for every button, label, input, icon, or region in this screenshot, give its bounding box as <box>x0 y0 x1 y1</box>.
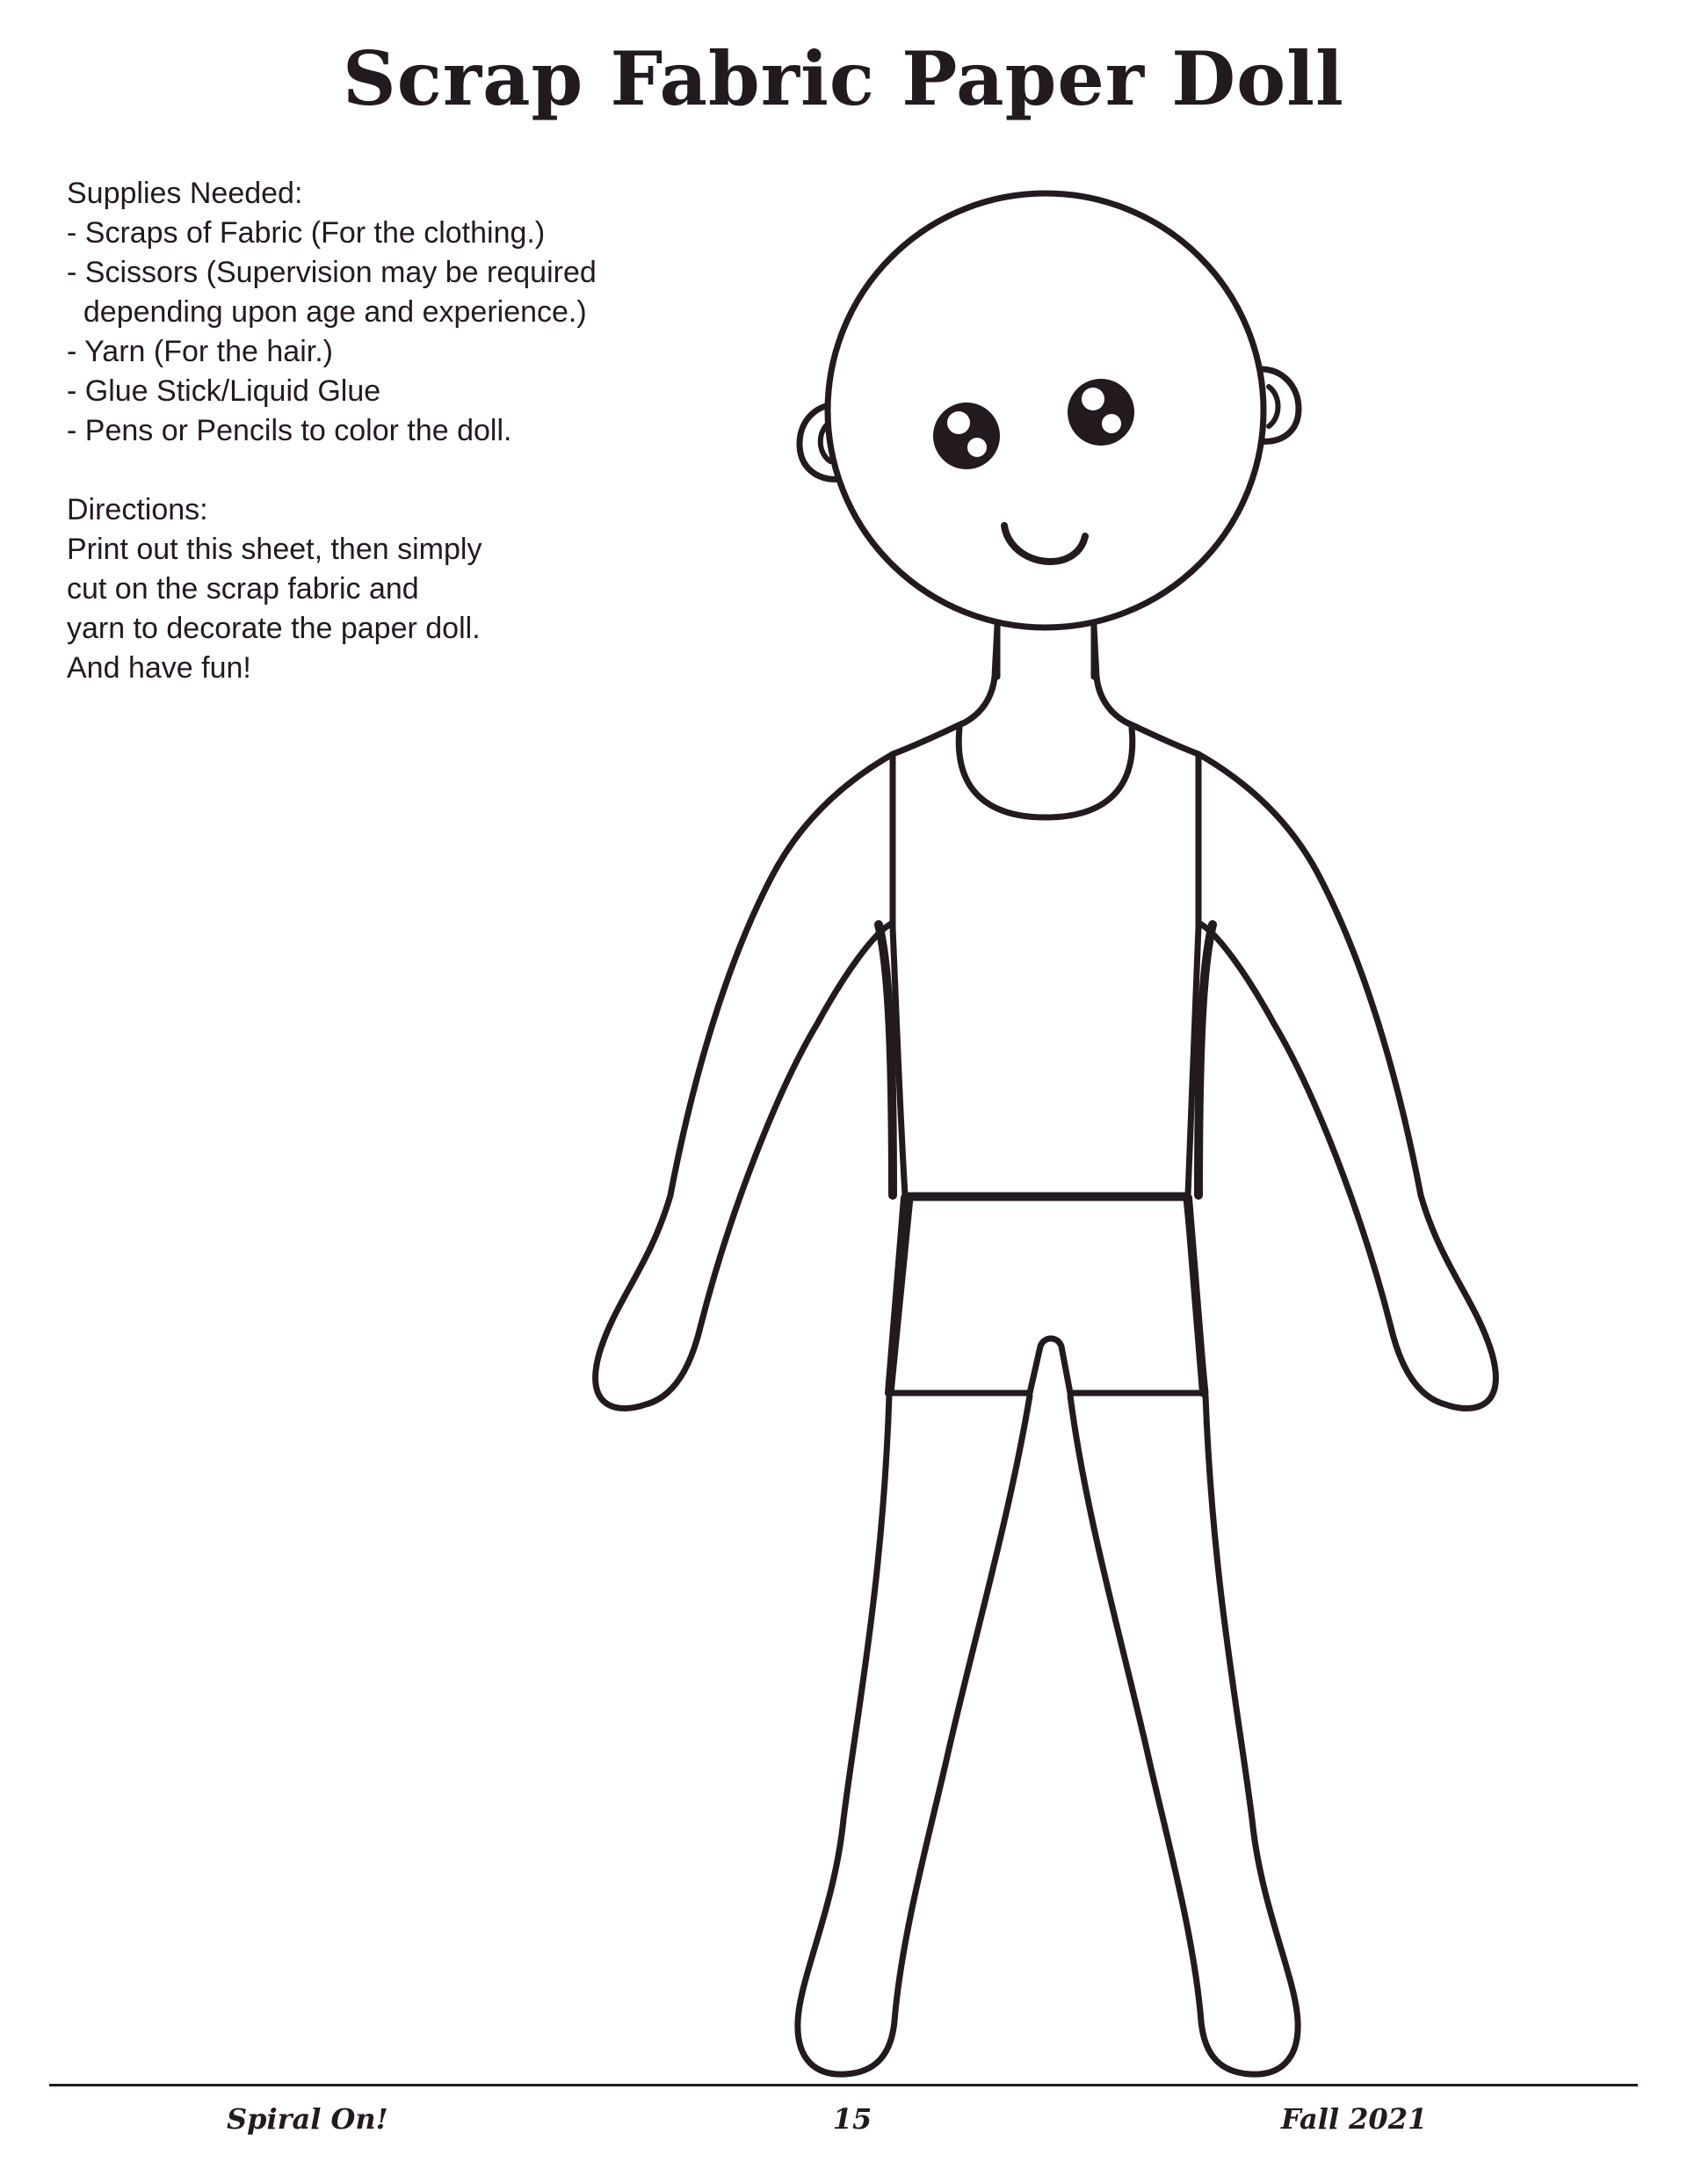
right-armhole-seam <box>1198 925 1213 1195</box>
footer-issue: Fall 2021 <box>1281 2102 1428 2136</box>
left-leg <box>798 1396 1030 2074</box>
right-shoulder <box>1094 626 1198 754</box>
shorts <box>891 1198 1206 1393</box>
right-shorts-side <box>1188 1198 1204 1393</box>
supply-item: depending upon age and experience.) <box>67 295 587 329</box>
directions-line: And have fun! <box>67 651 251 685</box>
right-leg <box>1070 1396 1298 2074</box>
directions-line: yarn to decorate the paper doll. <box>67 612 481 645</box>
supply-item: - Yarn (For the hair.) <box>67 335 333 368</box>
footer-publication: Spiral On! <box>227 2102 388 2136</box>
left-shoulder <box>893 626 997 754</box>
supplies-heading: Supplies Needed: <box>67 177 303 210</box>
supply-item: - Pens or Pencils to color the doll. <box>67 414 512 447</box>
directions-line: Print out this sheet, then simply <box>67 533 482 566</box>
supply-item: - Scraps of Fabric (For the clothing.) <box>67 216 546 250</box>
right-eye <box>1068 379 1134 446</box>
left-eye <box>933 403 1000 469</box>
right-ear-inner <box>1269 387 1278 426</box>
directions-heading: Directions: <box>67 493 208 526</box>
page-title: Scrap Fabric Paper Doll <box>343 35 1344 122</box>
supply-item: - Glue Stick/Liquid Glue <box>67 374 381 408</box>
tank-top-neckline <box>959 728 1133 817</box>
left-armhole-seam <box>879 925 893 1195</box>
right-arm <box>1198 754 1495 1408</box>
supply-item: - Scissors (Supervision may be required <box>67 256 597 289</box>
directions-line: cut on the scrap fabric and <box>67 572 419 606</box>
footer-rule <box>49 2084 1638 2086</box>
left-arm <box>596 754 893 1408</box>
footer-page-number: 15 <box>832 2102 872 2136</box>
